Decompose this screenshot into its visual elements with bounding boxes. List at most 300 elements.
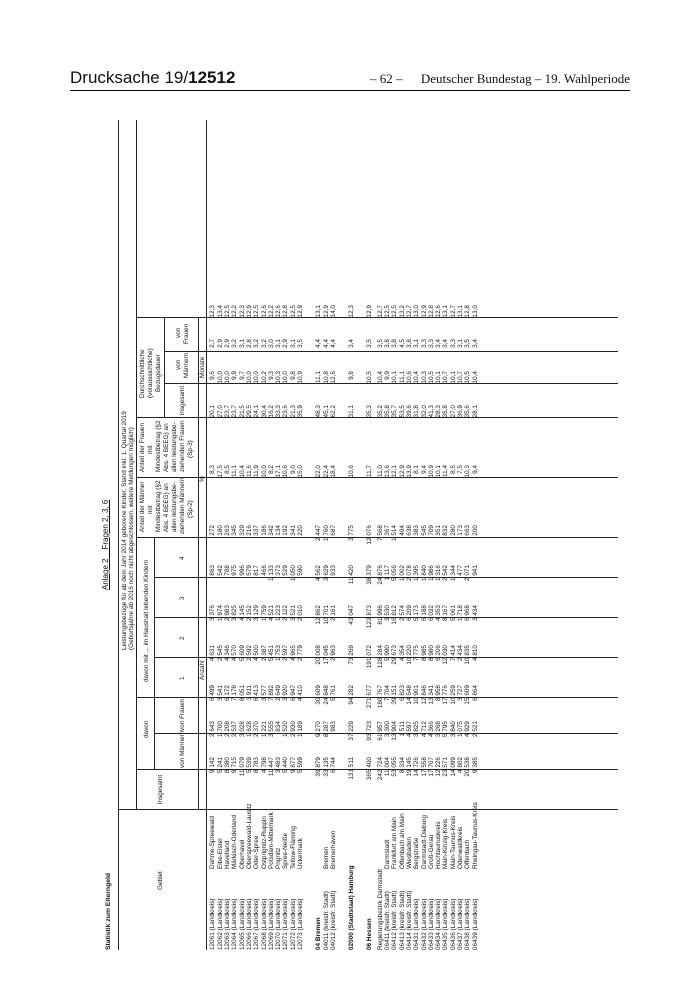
cell-value: 280 xyxy=(449,525,457,536)
cell-code: 06434 (Landkreis) xyxy=(435,898,443,950)
cell-value: 53,5 xyxy=(398,405,406,418)
cell-value: 4 366 xyxy=(427,721,435,738)
cell-value: 24 876 xyxy=(376,565,384,585)
cell-value: 13,4 xyxy=(216,305,224,318)
cell-value: 1 628 xyxy=(245,721,253,738)
cell-name: Darmstadt xyxy=(384,839,392,870)
cell-value: 10,0 xyxy=(224,371,232,384)
page-number: – 62 – xyxy=(370,71,403,86)
cell-value: 48,3 xyxy=(315,405,323,418)
cell-value: 590 xyxy=(297,565,304,576)
cell-value: 1 117 xyxy=(384,565,392,581)
cell-value: 38 379 xyxy=(366,565,374,585)
cell-name: Offenbach am Main xyxy=(398,813,406,870)
cell-value: 27,0 xyxy=(449,405,457,418)
cell-code: 12072 (Landkreis) xyxy=(289,898,297,950)
cell-value: 11,7 xyxy=(366,465,374,477)
cell-value: 2 078 xyxy=(405,565,413,582)
cell-value: 24 848 xyxy=(322,685,330,705)
cell-value: 2 542 xyxy=(442,565,450,582)
cell-value: 9 270 xyxy=(315,721,323,738)
cell-value: 2 434 xyxy=(457,645,465,662)
anteil-m-4: Abs. 4 BEEG) an xyxy=(163,483,170,532)
cell-value: 10,0 xyxy=(245,371,253,384)
cell-value: 4,4 xyxy=(315,339,323,348)
cell-value: 2 537 xyxy=(231,721,239,738)
cell-value: 13,2 xyxy=(398,305,406,318)
cell-value: 3,5 xyxy=(366,339,374,348)
cell-value: 10,5 xyxy=(464,371,472,384)
cell-code: 06433 (Landkreis) xyxy=(427,898,435,950)
dauer-ins: insgesamt xyxy=(179,385,186,415)
cell-name: Offenbach xyxy=(464,839,472,870)
cell-name: Potsdam-Mittelmark xyxy=(267,812,275,870)
cell-value: 35,7 xyxy=(391,405,399,418)
cell-value: 13 341 xyxy=(427,685,435,705)
cell-value: 3 376 xyxy=(209,605,217,622)
cell-value: 21,5 xyxy=(238,405,246,418)
table-row xyxy=(472,305,479,950)
cell-value: 477 xyxy=(457,565,465,576)
cell-code: 06437 (Landkreis) xyxy=(457,898,465,950)
cell-value: 10,6 xyxy=(282,465,290,478)
cell-code: 06439 (Landkreis) xyxy=(471,898,479,950)
cell-value: 10,9 xyxy=(297,371,304,384)
cell-value: 3,3 xyxy=(427,339,435,348)
dauer-f-1: von xyxy=(175,327,182,338)
cell-value: 10,5 xyxy=(366,371,374,384)
cell-value: 13 904 xyxy=(391,721,399,741)
cell-value: 5 173 xyxy=(413,605,421,622)
cell-code: 12064 (Landkreis) xyxy=(231,898,239,950)
dauer-f-2: Frauen xyxy=(183,323,190,344)
cell-value: 7,5 xyxy=(457,465,465,474)
cell-value: 6 947 xyxy=(289,685,297,702)
cell-value: 3 555 xyxy=(267,721,275,738)
cell-value: 5 539 xyxy=(245,757,253,774)
cell-value: 12,9 xyxy=(322,305,330,318)
cell-value: 3 840 xyxy=(449,721,457,738)
cell-value: 11,6 xyxy=(245,465,253,477)
row-gap xyxy=(356,305,367,950)
cell-value: 8 334 xyxy=(398,757,406,774)
cell-value: 12,6 xyxy=(435,305,443,318)
cell-value: 2 122 xyxy=(282,605,290,622)
cell-value: 242 724 xyxy=(376,757,384,781)
cell-value: 11 079 xyxy=(238,757,246,777)
cell-value: 6 413 xyxy=(253,685,261,702)
cell-value: 863 xyxy=(209,565,217,576)
cell-value: 9 715 xyxy=(231,757,239,774)
cell-value: 8 980 xyxy=(427,645,435,662)
cell-value: 200 xyxy=(471,525,479,536)
annex-title xyxy=(102,500,110,590)
cell-value: 404 xyxy=(398,525,406,536)
cell-value: 10,7 xyxy=(457,371,465,384)
cell-value: 8,2 xyxy=(267,465,275,474)
cell-value: 383 xyxy=(413,525,421,536)
cell-value: 3 268 xyxy=(435,721,443,738)
cell-value: 35,3 xyxy=(366,405,374,418)
cell-value: 9,9 xyxy=(384,371,392,380)
cell-value: 3,0 xyxy=(267,339,275,348)
cell-value: 5 599 xyxy=(297,757,304,774)
cell-value: 12 862 xyxy=(315,605,323,625)
cell-value: 10,4 xyxy=(413,371,421,384)
cell-code: 06436 (Landkreis) xyxy=(449,898,457,950)
cell-value: 4 798 xyxy=(260,757,268,774)
cell-value: 3,1 xyxy=(289,339,297,348)
cell-name: Bremen xyxy=(322,846,330,870)
cell-value: 996 xyxy=(238,565,246,576)
cell-code: 12066 (Landkreis) xyxy=(245,898,253,950)
cell-code: 04 Bremen xyxy=(315,917,323,950)
cell-value: 10,4 xyxy=(471,371,479,384)
cell-name: Rheingau-Taunus-Kreis xyxy=(471,802,479,870)
cell-value: 8 380 xyxy=(224,757,232,774)
cell-value: 6 206 xyxy=(435,645,443,662)
cell-value: 8,5 xyxy=(224,465,232,474)
cell-value: 1 986 xyxy=(427,565,435,582)
cell-value: 12,2 xyxy=(231,305,239,318)
cell-value: 10 835 xyxy=(464,645,472,665)
cell-value: 2 643 xyxy=(209,721,217,738)
cell-value: 10,6 xyxy=(348,465,356,478)
cell-name: Odenwaldkreis xyxy=(457,826,465,870)
cell-value: 10 701 xyxy=(322,605,330,625)
table-row xyxy=(298,305,305,950)
cell-value: 12,3 xyxy=(238,305,246,318)
cell-value: 73 269 xyxy=(348,645,356,665)
cell-value: 62,2 xyxy=(329,405,337,418)
anteil-m-7: (Sp-2) xyxy=(187,500,194,518)
row-gap xyxy=(305,305,316,950)
cell-value: 2,8 xyxy=(245,339,253,348)
cell-code: 12068 (Landkreis) xyxy=(260,898,268,950)
cell-value: 22,4 xyxy=(322,465,330,478)
cell-value: 12,9 xyxy=(245,305,253,318)
cell-value: 4 500 xyxy=(253,645,261,662)
cell-value: 3,5 xyxy=(376,339,384,348)
cell-value: 3 920 xyxy=(282,685,290,702)
cell-name: Main-Kinzig-Kreis xyxy=(442,818,450,870)
cell-value: 5 440 xyxy=(282,757,290,774)
annex-questions: Fragen 2, 3, 6 xyxy=(101,499,110,550)
cell-value: 10,1 xyxy=(449,371,457,384)
cell-value: 3,2 xyxy=(231,339,239,348)
cell-value: 9,6 xyxy=(209,371,217,380)
cell-value: 10 259 xyxy=(449,685,457,705)
cell-value: 3 530 xyxy=(384,605,392,622)
cell-value: 12,9 xyxy=(420,305,428,318)
cell-value: 12,7 xyxy=(376,305,384,318)
cell-value: 13,0 xyxy=(413,305,421,318)
cell-value: 9 877 xyxy=(289,757,297,774)
cell-value: 2 574 xyxy=(398,605,406,622)
cell-value: 3 483 xyxy=(275,757,283,774)
cell-code: 12062 (Landkreis) xyxy=(216,898,224,950)
cell-value: 18,4 xyxy=(329,465,337,478)
cell-value: 1 520 xyxy=(282,721,290,738)
cell-value: 365 400 xyxy=(366,757,374,781)
row-gap xyxy=(338,305,349,950)
cell-value: 9,8 xyxy=(348,371,356,380)
col-von-frauen: von Frauen xyxy=(179,698,186,731)
cell-value: 29,5 xyxy=(245,405,253,418)
cell-value: 11,1 xyxy=(315,371,323,383)
cell-value: 216 xyxy=(245,525,253,536)
rule-dauer xyxy=(164,318,165,418)
cell-code: 02000 (Stadtstaat) Hamburg xyxy=(348,865,356,950)
cell-value: 35,9 xyxy=(297,405,304,418)
cell-value: 23,7 xyxy=(231,405,239,418)
cell-value: 12 226 xyxy=(435,757,443,777)
cell-value: 12 030 xyxy=(442,645,450,665)
cell-code: 06431 (Landkreis) xyxy=(413,898,421,950)
cell-value: 11,0 xyxy=(376,465,384,477)
cell-value: 6 968 xyxy=(464,605,472,622)
cell-value: 8 051 xyxy=(238,685,246,702)
cell-name: Dahme-Spreewald xyxy=(209,816,217,870)
cell-value: 8 985 xyxy=(420,645,428,662)
cell-value: 36,9 xyxy=(457,405,465,418)
cell-value: 14 099 xyxy=(449,757,457,777)
cell-code: 12065 (Landkreis) xyxy=(238,898,246,950)
cell-name: Elbe-Elster xyxy=(216,837,224,870)
cell-value: 983 xyxy=(329,721,337,732)
cell-value: 12,5 xyxy=(391,305,399,318)
cell-value: 4 802 xyxy=(457,757,465,774)
cell-value: 4 521 xyxy=(267,605,275,622)
cell-value: 10,1 xyxy=(435,465,443,478)
table-row xyxy=(330,305,337,950)
cell-value: 4 810 xyxy=(471,645,479,662)
cell-value: 9,4 xyxy=(420,465,428,474)
cell-value: 2,9 xyxy=(216,339,224,348)
cell-value: 28,3 xyxy=(435,405,443,418)
cell-code: 12073 (Landkreis) xyxy=(297,898,304,950)
rule-top xyxy=(118,120,119,950)
cell-value: 2 370 xyxy=(253,721,261,738)
cell-value: 3 825 xyxy=(231,605,239,622)
cell-value: 351 xyxy=(435,525,443,536)
cell-value: 1 840 xyxy=(420,565,428,582)
cell-value: 13,0 xyxy=(471,305,479,318)
cell-name: Havelland xyxy=(224,840,232,870)
cell-value: 180 xyxy=(216,525,224,536)
cell-value: 5 990 xyxy=(384,645,392,662)
cell-value: 1 075 xyxy=(457,721,465,738)
cell-value: 17,1 xyxy=(275,465,283,478)
cell-name: Wiesbaden xyxy=(405,837,413,870)
cell-value: 123 873 xyxy=(366,605,374,629)
cell-code: 04012 (kreisfr. Stadt) xyxy=(329,890,337,950)
rule-group xyxy=(136,120,137,810)
cell-value: 191 072 xyxy=(366,645,374,669)
cell-value: 373 xyxy=(275,565,283,576)
cell-value: 3,4 xyxy=(435,339,443,348)
cell-value: 2 592 xyxy=(245,645,253,662)
cell-value: 2 161 xyxy=(329,605,337,622)
cell-value: 39,6 xyxy=(405,405,413,418)
cell-value: 6 188 xyxy=(420,605,428,622)
group-title-1: Leistungsbezüge für ab dem Jahr 2014 geborene Kinder, Stand inkl. 1. Quartal 2019 xyxy=(121,411,128,650)
cell-value: 2 010 xyxy=(297,605,304,622)
cell-value: 1 759 xyxy=(260,605,268,622)
cell-value: 2 387 xyxy=(260,645,268,662)
cell-value: 3,4 xyxy=(471,339,479,348)
cell-value: 17 707 xyxy=(427,757,435,777)
cell-name: Oberhavel xyxy=(238,839,246,870)
rotated-table-area xyxy=(98,120,618,950)
cell-value: 1 133 xyxy=(267,565,275,582)
cell-value: 31,1 xyxy=(348,405,356,418)
cell-name: Ostprignitz-Ruppin xyxy=(260,816,268,870)
cell-value: 10,3 xyxy=(464,465,472,478)
cell-value: 4,4 xyxy=(322,339,330,348)
cell-value: 2 649 xyxy=(275,685,283,702)
cell-value: 4,4 xyxy=(329,339,337,348)
cell-value: 3,8 xyxy=(391,339,399,348)
cell-value: 3 577 xyxy=(260,685,268,702)
cell-value: 30 609 xyxy=(315,685,323,705)
cell-value: 10,7 xyxy=(442,371,450,384)
cell-value: 13,6 xyxy=(384,465,392,478)
cell-value: 192 xyxy=(282,525,290,536)
cell-value: 3 028 xyxy=(238,721,246,738)
cell-value: 4 353 xyxy=(435,605,443,622)
cell-value: 3,3 xyxy=(449,339,457,348)
cell-value: 39 151 xyxy=(391,685,399,705)
cell-value: 941 xyxy=(471,565,479,576)
cell-name: Bremerhaven xyxy=(329,830,337,870)
cell-value: 1 718 xyxy=(457,605,465,622)
cell-value: 13,1 xyxy=(457,305,465,318)
cell-value: 14 548 xyxy=(405,685,413,705)
cell-value: 17 776 xyxy=(442,685,450,705)
cell-code: 06438 (Landkreis) xyxy=(464,898,472,950)
cell-value: 29 673 xyxy=(391,645,399,665)
cell-value: 186 xyxy=(260,525,268,536)
cell-value: 9 385 xyxy=(471,757,479,774)
cell-value: 3 911 xyxy=(245,685,253,701)
data-table xyxy=(210,305,480,950)
cell-value: 5 761 xyxy=(329,685,337,702)
cell-value: 11 420 xyxy=(348,565,356,585)
cell-value: 8 287 xyxy=(322,721,330,738)
cell-code: 12070 (Landkreis) xyxy=(275,898,283,950)
cell-code: 12071 (Landkreis) xyxy=(282,898,290,950)
col-k1: 1 xyxy=(179,676,186,680)
cell-value: 834 xyxy=(275,721,283,732)
cell-value: 10,3 xyxy=(420,371,428,384)
cell-value: 20 008 xyxy=(315,645,323,665)
cell-value: 788 xyxy=(224,565,232,576)
cell-value: 3,4 xyxy=(348,339,356,348)
table-row xyxy=(254,305,261,950)
cell-value: 23 571 xyxy=(442,757,450,777)
cell-value: 3,2 xyxy=(260,339,268,348)
cell-value: 10,2 xyxy=(260,371,268,384)
rule-header-bottom xyxy=(206,120,207,950)
cell-code: 12063 (Landkreis) xyxy=(224,898,232,950)
anteil-m-1: Anteil der Männer xyxy=(139,481,146,532)
table-title: Statistik zum Elterngeld xyxy=(105,872,112,950)
cell-name: Main-Taunus-Kreis xyxy=(449,815,457,870)
cell-value: 35,2 xyxy=(376,405,384,418)
cell-name: Spree-Neiße xyxy=(282,832,290,870)
cell-value: 12,8 xyxy=(282,305,290,318)
cell-value: 933 xyxy=(329,565,337,576)
cell-value: 687 xyxy=(329,525,337,536)
cell-value: 9,4 xyxy=(471,465,479,474)
cell-value: 6 823 xyxy=(398,685,406,702)
cell-value: 1 221 xyxy=(260,721,268,738)
cell-value: 180 767 xyxy=(376,685,384,709)
rule-kinder xyxy=(154,538,155,698)
cell-value: 1 700 xyxy=(216,721,224,738)
table-row xyxy=(367,305,374,950)
cell-value: 4 145 xyxy=(238,605,246,622)
cell-value: 345 xyxy=(231,525,239,536)
col-k3: 3 xyxy=(179,596,186,600)
rule-davon xyxy=(154,698,155,770)
cell-code: 04011 (kreisfr. Stadt) xyxy=(322,891,330,950)
cell-value: 33 135 xyxy=(322,757,330,777)
cell-value: 9,9 xyxy=(231,371,239,380)
cell-value: 131 511 xyxy=(348,757,356,780)
cell-value: 12,9 xyxy=(366,305,374,318)
cell-value: 329 xyxy=(238,525,246,536)
cell-value: 3,2 xyxy=(253,339,261,348)
cell-value: 11,4 xyxy=(442,465,450,477)
cell-value: 10,0 xyxy=(282,371,290,384)
cell-value: 10,8 xyxy=(322,371,330,384)
cell-value: 9,7 xyxy=(238,371,246,380)
cell-value: 545 xyxy=(420,525,428,536)
cell-value: 1 050 xyxy=(289,565,297,582)
cell-value: 2 983 xyxy=(224,605,232,622)
anteil-m-5: allen leistungsbe- xyxy=(171,482,178,532)
cell-value: 2,9 xyxy=(282,339,290,348)
cell-name: Oberspreewald-Lausitz xyxy=(245,803,253,870)
anteil-f-7: (Sp-3) xyxy=(187,440,194,458)
cell-name: Bergstraße xyxy=(413,837,421,870)
cell-value: 23,6 xyxy=(282,405,290,418)
header-rule xyxy=(70,90,630,91)
anteil-m-3: Mindestbetrag (§2 xyxy=(155,480,162,532)
cell-value: 173 xyxy=(457,525,465,536)
cell-value: 8,3 xyxy=(209,465,217,474)
cell-value: 1 223 xyxy=(275,605,283,622)
cell-value: 8 783 xyxy=(253,757,261,774)
cell-code: 06411 (kreisfr. Stadt) xyxy=(384,891,392,950)
cell-name: Hochtaunuskreis xyxy=(435,821,443,870)
cell-value: 2 597 xyxy=(282,645,290,662)
cell-value: 37 229 xyxy=(348,721,356,741)
cell-value: 12 076 xyxy=(366,525,374,545)
cell-value: 10,1 xyxy=(435,371,443,384)
cell-value: 12,2 xyxy=(267,305,275,318)
cell-value: 9,0 xyxy=(289,465,297,474)
col-k4: 4 xyxy=(179,556,186,560)
cell-value: 3,1 xyxy=(457,339,465,348)
doc-label: Drucksache 19/ xyxy=(70,68,189,87)
cell-value: 2 447 xyxy=(315,525,323,542)
col-von-maennern: von Männern xyxy=(179,730,186,768)
cell-value: 3,5 xyxy=(464,339,472,348)
cell-value: 4,5 xyxy=(398,339,406,348)
